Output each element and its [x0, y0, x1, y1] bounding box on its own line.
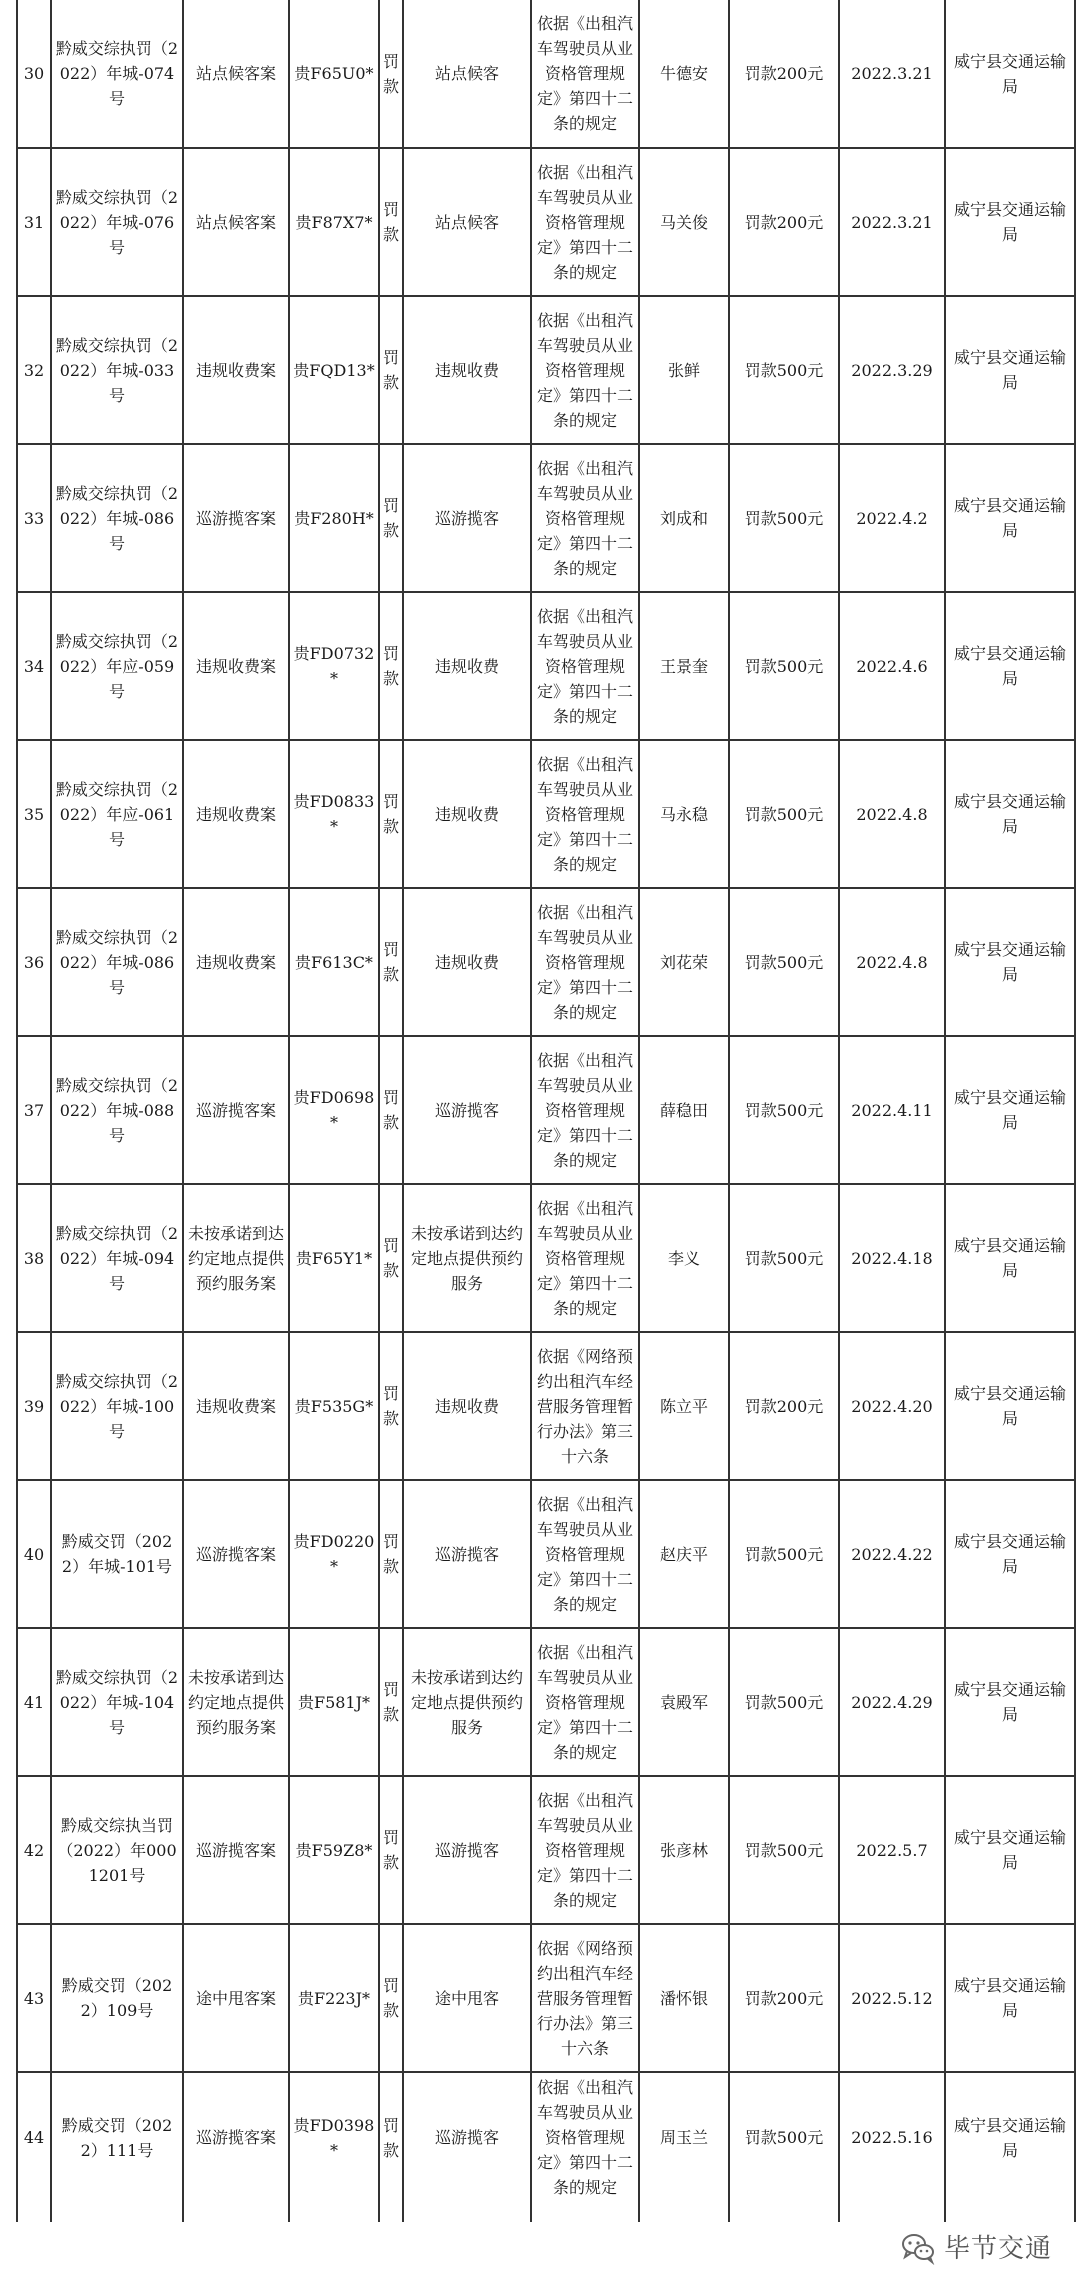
penalty-content: 罚款500元 [729, 1184, 839, 1332]
vehicle-plate: 贵F59Z8* [289, 1776, 379, 1924]
legal-basis: 依据《出租汽车驾驶员从业资格管理规定》第四十二条的规定 [531, 740, 639, 888]
penalty-content: 罚款500元 [729, 1776, 839, 1924]
party-name: 赵庆平 [639, 1480, 729, 1628]
penalty-kind: 罚款 [379, 1924, 403, 2072]
violation-fact: 巡游揽客 [403, 1776, 531, 1924]
table-row [17, 1036, 1075, 1184]
vehicle-plate: 贵F65Y1* [289, 1184, 379, 1332]
party-name: 牛德安 [639, 0, 729, 148]
issuing-authority: 威宁县交通运输局 [945, 444, 1075, 592]
decision-date: 2022.4.8 [839, 740, 945, 888]
violation-fact: 违规收费 [403, 740, 531, 888]
vehicle-plate: 贵FD0698* [289, 1036, 379, 1184]
issuing-authority: 威宁县交通运输局 [945, 888, 1075, 1036]
table-row [17, 592, 1075, 740]
vehicle-plate: 贵F535G* [289, 1332, 379, 1480]
wechat-icon [900, 2229, 936, 2265]
table-body [17, 0, 1075, 2222]
party-name: 张鲜 [639, 296, 729, 444]
violation-fact: 违规收费 [403, 1332, 531, 1480]
row-number: 34 [17, 592, 51, 740]
violation-fact: 巡游揽客 [403, 1480, 531, 1628]
decision-date: 2022.3.21 [839, 0, 945, 148]
row-number: 40 [17, 1480, 51, 1628]
row-number: 35 [17, 740, 51, 888]
row-number: 37 [17, 1036, 51, 1184]
violation-fact: 违规收费 [403, 592, 531, 740]
decision-date: 2022.5.7 [839, 1776, 945, 1924]
penalty-kind: 罚款 [379, 296, 403, 444]
table-row [17, 740, 1075, 888]
vehicle-plate: 贵F280H* [289, 444, 379, 592]
penalty-kind: 罚款 [379, 592, 403, 740]
violation-fact: 未按承诺到达约定地点提供预约服务 [403, 1184, 531, 1332]
violation-fact: 巡游揽客 [403, 2072, 531, 2222]
party-name: 陈立平 [639, 1332, 729, 1480]
penalty-content: 罚款200元 [729, 1924, 839, 2072]
case-name: 巡游揽客案 [183, 444, 289, 592]
party-name: 潘怀银 [639, 1924, 729, 2072]
penalty-content: 罚款500元 [729, 888, 839, 1036]
case-name: 站点候客案 [183, 148, 289, 296]
table-row [17, 444, 1075, 592]
issuing-authority: 威宁县交通运输局 [945, 1480, 1075, 1628]
decision-date: 2022.4.11 [839, 1036, 945, 1184]
penalty-kind: 罚款 [379, 1776, 403, 1924]
issuing-authority: 威宁县交通运输局 [945, 1924, 1075, 2072]
document-number: 黔威交综执罚（2022）年城-086号 [51, 444, 183, 592]
party-name: 王景奎 [639, 592, 729, 740]
penalty-kind: 罚款 [379, 0, 403, 148]
vehicle-plate: 贵FD0220* [289, 1480, 379, 1628]
table-row [17, 148, 1075, 296]
decision-date: 2022.4.22 [839, 1480, 945, 1628]
party-name: 张彦林 [639, 1776, 729, 1924]
party-name: 马关俊 [639, 148, 729, 296]
violation-fact: 途中甩客 [403, 1924, 531, 2072]
penalty-kind: 罚款 [379, 740, 403, 888]
issuing-authority: 威宁县交通运输局 [945, 1628, 1075, 1776]
legal-basis: 依据《出租汽车驾驶员从业资格管理规定》第四十二条的规定 [531, 1036, 639, 1184]
table-row [17, 2072, 1075, 2222]
decision-date: 2022.5.12 [839, 1924, 945, 2072]
issuing-authority: 威宁县交通运输局 [945, 0, 1075, 148]
row-number: 30 [17, 0, 51, 148]
issuing-authority: 威宁县交通运输局 [945, 1332, 1075, 1480]
legal-basis: 依据《出租汽车驾驶员从业资格管理规定》第四十二条的规定 [531, 1628, 639, 1776]
table-row [17, 296, 1075, 444]
row-number: 32 [17, 296, 51, 444]
violation-fact: 未按承诺到达约定地点提供预约服务 [403, 1628, 531, 1776]
penalty-kind: 罚款 [379, 444, 403, 592]
legal-basis: 依据《出租汽车驾驶员从业资格管理规定》第四十二条的规定 [531, 148, 639, 296]
penalty-content: 罚款500元 [729, 740, 839, 888]
legal-basis: 依据《出租汽车驾驶员从业资格管理规定》第四十二条的规定 [531, 0, 639, 148]
document-number: 黔威交罚（2022）年城-101号 [51, 1480, 183, 1628]
table-row [17, 1776, 1075, 1924]
legal-basis: 依据《出租汽车驾驶员从业资格管理规定》第四十二条的规定 [531, 888, 639, 1036]
case-name: 巡游揽客案 [183, 2072, 289, 2222]
row-number: 38 [17, 1184, 51, 1332]
penalty-content: 罚款500元 [729, 1480, 839, 1628]
penalty-kind: 罚款 [379, 1184, 403, 1332]
party-name: 刘花荣 [639, 888, 729, 1036]
penalty-content: 罚款500元 [729, 592, 839, 740]
document-number: 黔威交综执当罚（2022）年0001201号 [51, 1776, 183, 1924]
decision-date: 2022.5.16 [839, 2072, 945, 2222]
document-number: 黔威交罚（2022）109号 [51, 1924, 183, 2072]
table-row [17, 1480, 1075, 1628]
case-name: 违规收费案 [183, 592, 289, 740]
document-number: 黔威交综执罚（2022）年城-088号 [51, 1036, 183, 1184]
issuing-authority: 威宁县交通运输局 [945, 296, 1075, 444]
issuing-authority: 威宁县交通运输局 [945, 1184, 1075, 1332]
case-name: 未按承诺到达约定地点提供预约服务案 [183, 1184, 289, 1332]
case-name: 途中甩客案 [183, 1924, 289, 2072]
violation-fact: 违规收费 [403, 888, 531, 1036]
penalty-table [16, 0, 1076, 2222]
document-number: 黔威交综执罚（2022）年城-033号 [51, 296, 183, 444]
row-number: 36 [17, 888, 51, 1036]
row-number: 41 [17, 1628, 51, 1776]
document-number: 黔威交综执罚（2022）年城-074号 [51, 0, 183, 148]
vehicle-plate: 贵FD0398* [289, 2072, 379, 2222]
table-row [17, 1924, 1075, 2072]
penalty-content: 罚款500元 [729, 1036, 839, 1184]
vehicle-plate: 贵FQD13* [289, 296, 379, 444]
penalty-content: 罚款500元 [729, 444, 839, 592]
document-number: 黔威交罚（2022）111号 [51, 2072, 183, 2222]
decision-date: 2022.4.18 [839, 1184, 945, 1332]
penalty-content: 罚款200元 [729, 1332, 839, 1480]
case-name: 违规收费案 [183, 888, 289, 1036]
party-name: 李义 [639, 1184, 729, 1332]
decision-date: 2022.3.29 [839, 296, 945, 444]
decision-date: 2022.4.20 [839, 1332, 945, 1480]
decision-date: 2022.4.8 [839, 888, 945, 1036]
violation-fact: 违规收费 [403, 296, 531, 444]
watermark [894, 2226, 1058, 2267]
table-row [17, 0, 1075, 148]
issuing-authority: 威宁县交通运输局 [945, 148, 1075, 296]
party-name: 袁殿军 [639, 1628, 729, 1776]
row-number: 44 [17, 2072, 51, 2222]
legal-basis: 依据《出租汽车驾驶员从业资格管理规定》第四十二条的规定 [531, 1184, 639, 1332]
decision-date: 2022.4.29 [839, 1628, 945, 1776]
table-row [17, 1184, 1075, 1332]
legal-basis: 依据《出租汽车驾驶员从业资格管理规定》第四十二条的规定 [531, 296, 639, 444]
vehicle-plate: 贵FD0732* [289, 592, 379, 740]
vehicle-plate: 贵F87X7* [289, 148, 379, 296]
violation-fact: 巡游揽客 [403, 444, 531, 592]
decision-date: 2022.4.2 [839, 444, 945, 592]
table-row [17, 1628, 1075, 1776]
party-name: 薛稳田 [639, 1036, 729, 1184]
violation-fact: 站点候客 [403, 0, 531, 148]
legal-basis: 依据《网络预约出租汽车经营服务管理暂行办法》第三十六条 [531, 1332, 639, 1480]
table-row [17, 888, 1075, 1036]
legal-basis: 依据《出租汽车驾驶员从业资格管理规定》第四十二条的规定 [531, 592, 639, 740]
row-number: 42 [17, 1776, 51, 1924]
violation-fact: 站点候客 [403, 148, 531, 296]
penalty-kind: 罚款 [379, 148, 403, 296]
document-number: 黔威交综执罚（2022）年城-086号 [51, 888, 183, 1036]
penalty-content: 罚款500元 [729, 2072, 839, 2222]
penalty-kind: 罚款 [379, 1332, 403, 1480]
table-row [17, 1332, 1075, 1480]
vehicle-plate: 贵F581J* [289, 1628, 379, 1776]
penalty-kind: 罚款 [379, 1480, 403, 1628]
document-number: 黔威交综执罚（2022）年城-104号 [51, 1628, 183, 1776]
issuing-authority: 威宁县交通运输局 [945, 1036, 1075, 1184]
document-number: 黔威交综执罚（2022）年城-076号 [51, 148, 183, 296]
penalty-kind: 罚款 [379, 1628, 403, 1776]
issuing-authority: 威宁县交通运输局 [945, 740, 1075, 888]
vehicle-plate: 贵FD0833* [289, 740, 379, 888]
party-name: 刘成和 [639, 444, 729, 592]
row-number: 31 [17, 148, 51, 296]
penalty-kind: 罚款 [379, 1036, 403, 1184]
penalty-kind: 罚款 [379, 2072, 403, 2222]
watermark-text: 毕节交通 [943, 2234, 1052, 2264]
document-number: 黔威交综执罚（2022）年应-061号 [51, 740, 183, 888]
party-name: 马永稳 [639, 740, 729, 888]
case-name: 巡游揽客案 [183, 1480, 289, 1628]
vehicle-plate: 贵F65U0* [289, 0, 379, 148]
vehicle-plate: 贵F613C* [289, 888, 379, 1036]
party-name: 周玉兰 [639, 2072, 729, 2222]
decision-date: 2022.4.6 [839, 592, 945, 740]
legal-basis: 依据《出租汽车驾驶员从业资格管理规定》第四十二条的规定 [531, 444, 639, 592]
legal-basis: 依据《出租汽车驾驶员从业资格管理规定》第四十二条的规定 [531, 2072, 639, 2222]
row-number: 39 [17, 1332, 51, 1480]
case-name: 巡游揽客案 [183, 1776, 289, 1924]
case-name: 未按承诺到达约定地点提供预约服务案 [183, 1628, 289, 1776]
penalty-content: 罚款200元 [729, 0, 839, 148]
vehicle-plate: 贵F223J* [289, 1924, 379, 2072]
penalty-content: 罚款200元 [729, 148, 839, 296]
issuing-authority: 威宁县交通运输局 [945, 1776, 1075, 1924]
row-number: 33 [17, 444, 51, 592]
issuing-authority: 威宁县交通运输局 [945, 592, 1075, 740]
case-name: 违规收费案 [183, 296, 289, 444]
document-number: 黔威交综执罚（2022）年城-100号 [51, 1332, 183, 1480]
violation-fact: 巡游揽客 [403, 1036, 531, 1184]
legal-basis: 依据《网络预约出租汽车经营服务管理暂行办法》第三十六条 [531, 1924, 639, 2072]
document-number: 黔威交综执罚（2022）年应-059号 [51, 592, 183, 740]
decision-date: 2022.3.21 [839, 148, 945, 296]
document-number: 黔威交综执罚（2022）年城-094号 [51, 1184, 183, 1332]
case-name: 站点候客案 [183, 0, 289, 148]
case-name: 违规收费案 [183, 1332, 289, 1480]
case-name: 违规收费案 [183, 740, 289, 888]
case-name: 巡游揽客案 [183, 1036, 289, 1184]
issuing-authority: 威宁县交通运输局 [945, 2072, 1075, 2222]
penalty-content: 罚款500元 [729, 1628, 839, 1776]
penalty-kind: 罚款 [379, 888, 403, 1036]
row-number: 43 [17, 1924, 51, 2072]
penalty-content: 罚款500元 [729, 296, 839, 444]
legal-basis: 依据《出租汽车驾驶员从业资格管理规定》第四十二条的规定 [531, 1776, 639, 1924]
legal-basis: 依据《出租汽车驾驶员从业资格管理规定》第四十二条的规定 [531, 1480, 639, 1628]
